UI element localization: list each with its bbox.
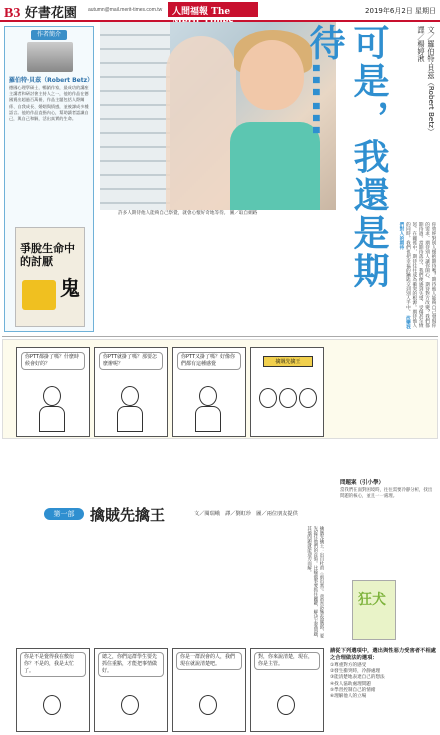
child-face — [240, 40, 304, 110]
main-photo — [100, 22, 336, 210]
comic-bottom-face-4 — [277, 695, 295, 715]
comic-panel-2 — [94, 347, 168, 437]
idiom-credit: 文／閱瑞峨 譯／劉虹珍 圖／兩位朋友提供 — [194, 511, 298, 517]
quiz-option: ②發生衝突時，冷靜處理 — [330, 669, 381, 675]
comic-speech-2: 你PTT就掛了嗎？那要怎麼辦呢？ — [99, 352, 163, 370]
store-shelf — [100, 22, 170, 210]
comic-bottom-speech-4: 對，你來說清楚，現在，你是主管。 — [254, 652, 320, 670]
section-name: 好書花園 — [24, 6, 77, 21]
comic-bottom-face-1 — [43, 695, 61, 715]
quiz-option: ⑤學習控制自己的情緒 — [330, 687, 376, 693]
idiom-number: 第一部 — [44, 508, 84, 520]
right-box-heading: 問題案（引小學） — [340, 480, 385, 486]
comic-body-3 — [195, 406, 221, 432]
comic-face-4a — [259, 388, 277, 408]
book-cover-art — [22, 280, 56, 310]
author-sidebar — [4, 26, 94, 332]
comic-body-1 — [39, 406, 65, 432]
right-info-box — [340, 478, 436, 578]
comic-bottom-speech-2: 總之，你們這群學生要先抓住重點，才能把事情做好。 — [98, 652, 164, 677]
comic-speech-3: 你PTT又掛了嗎？好像你們都有這種感覺 — [177, 352, 241, 370]
comic-bottom-speech-3: 你是一群誤會的人，我們現在就說清楚吧。 — [176, 652, 242, 670]
quiz-box — [330, 648, 436, 734]
book-title-big: 鬼 — [60, 276, 80, 300]
byline-translator: 譯／楊婷湫 — [417, 26, 426, 62]
comic-face-4b — [279, 388, 297, 408]
right-book-cover — [352, 580, 396, 640]
comic-bottom-face-3 — [199, 695, 217, 715]
author-name: 羅伯特‧貝茲（Robert Betz） — [9, 77, 94, 84]
book-title-top: 爭脫生命中的討厭 — [20, 242, 75, 268]
article-subheading: 改變我們對人的期待 — [398, 222, 411, 330]
right-box-text: 當我們在面對困境時，往往需要冷靜分析，找出問題的核心，並且一一處理。 — [340, 488, 433, 500]
issue-date: 2019年6月2日 星期日 — [365, 7, 436, 15]
comic-speech-1: 你PTT都掛了嗎？什麼時候會好的？ — [21, 352, 85, 370]
author-badge: 作者簡介 — [31, 30, 67, 40]
article-body — [100, 222, 436, 330]
comic-face-4c — [299, 388, 317, 408]
comic-bottom-3 — [172, 648, 246, 732]
photo-caption: 許多人期待他人能夠自己察覺，就會心懷好奇地等待。 圖／取自網路 — [118, 211, 258, 216]
comic-bottom-2 — [94, 648, 168, 732]
newspaper-logo: 人間福報 The — [168, 2, 258, 17]
quiz-option: ③能清楚地表達自己的想法 — [330, 675, 385, 681]
comic-bottom-1 — [16, 648, 90, 732]
comic-face-1 — [43, 386, 61, 406]
article-text: 你曾經對別人懷抱期待嗎？期待他人能夠自己發現你的需求、期待別人讓你開心、期待對方改變？我們都期待過。當期待落空，我們便感到失望、受傷甚至憤怒。在關係中，期待往往成為衝突的根源。期待他人的同時，我們也把幸福的鑰匙交到別人手中。 — [405, 222, 436, 328]
comic-face-3 — [199, 386, 217, 406]
book-cover — [15, 227, 85, 327]
byline-author: 文／羅伯特‧貝茲（Robert Betz） — [427, 26, 436, 136]
section-code: B3 — [4, 6, 21, 21]
comic-bottom-speech-1: 你是不是覺得我在敷衍你？不是的，我是太忙了。 — [20, 652, 86, 677]
quiz-options — [330, 663, 436, 700]
comic-sign: 擒賊先擒王 — [263, 356, 313, 367]
author-photo — [27, 42, 73, 72]
author-bio: 德國心理學碩士，暢銷作家，最成功的講座主講者和研討會主持人之一，他的作品在德國賣出超過百萬冊，作品主題包括人際關係、自我成長、婚姻與情感，並被譯成多種語言。他的作品直指內心，幫助讀者認識自己，與自己和解，活出真實的生命。 — [9, 85, 89, 122]
quiz-option: ①尊重對方的感受 — [330, 663, 367, 668]
quiz-heading: 請從下列選項中，選出與性惡力受害者不相處之合理做法的選項： — [330, 648, 436, 661]
idiom-title: 擒賊先擒王 — [90, 506, 166, 524]
comic-face-2 — [121, 386, 139, 406]
comic-bottom-face-2 — [121, 695, 139, 715]
main-headline: 可是，我還是期待…… — [304, 24, 389, 290]
section-email[interactable]: autumn@mail.merit-times.com.tw — [88, 7, 163, 13]
quiz-option: ④找人協助處理問題 — [330, 681, 371, 687]
comic-panel-1 — [16, 347, 90, 437]
comic-body-2 — [117, 406, 143, 432]
page-header — [0, 0, 440, 22]
section-label — [4, 2, 77, 22]
right-book-title: 狂犬 — [358, 592, 386, 608]
adult-figure — [166, 36, 236, 210]
comic-panel-4 — [250, 347, 324, 437]
idiom-text: 擒賊先擒王：出自杜甫〈前出塞〉。意思是捉拿盜賊時，要先捉住他們的首領。比喻做事要抓住關鍵，解決主要問題，其他問題就能迎刃而解。 — [306, 526, 324, 641]
quiz-option: ⑥理解他人的立場 — [330, 694, 367, 700]
comic-bottom-4 — [250, 648, 324, 732]
comic-panel-3 — [172, 347, 246, 437]
